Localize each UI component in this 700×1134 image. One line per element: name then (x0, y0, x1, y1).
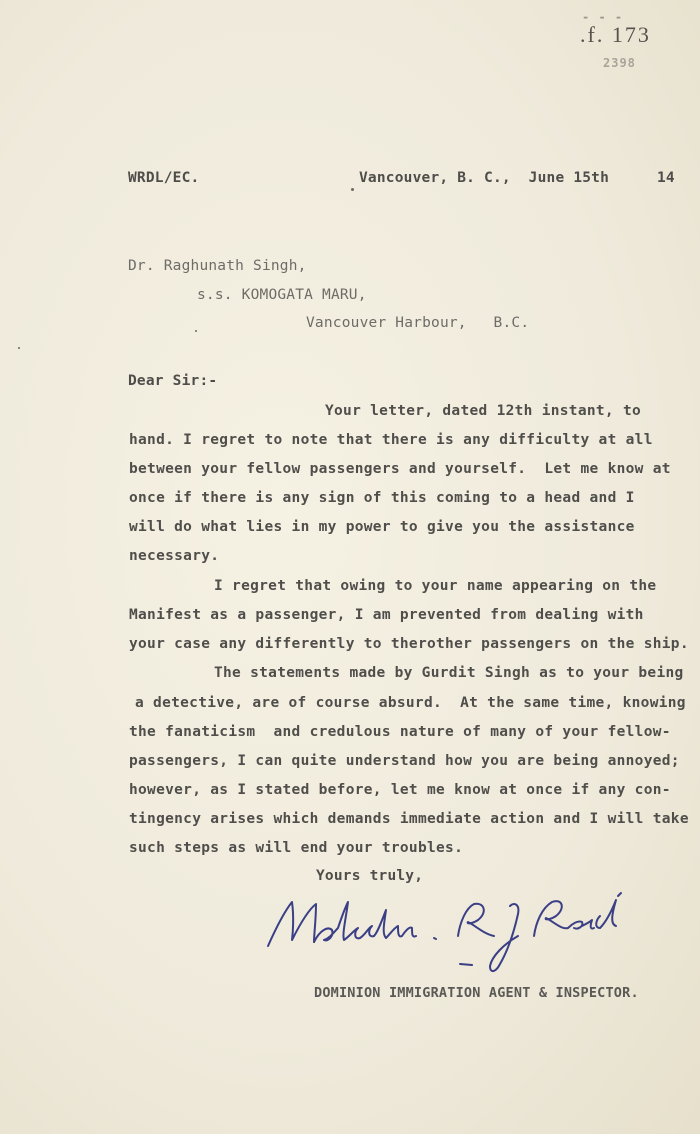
body-line: will do what lies in my power to give you the assistance (129, 519, 635, 535)
body-line: passengers, I can quite understand how you are being annoyed; (129, 753, 680, 769)
body-line: tingency arises which demands immediate action and I will take (129, 811, 689, 827)
ink-dot (195, 330, 197, 332)
addressee-location: Vancouver Harbour, B.C. (306, 315, 530, 331)
archive-dash: - - - (582, 10, 624, 24)
closing: Yours truly, (316, 868, 424, 884)
body-line: necessary. (129, 548, 220, 564)
body-line: hand. I regret to note that there is any difficulty at all (129, 432, 653, 448)
body-line: Manifest as a passenger, I am prevented from dealing with (129, 607, 644, 623)
handwritten-signature (262, 880, 662, 980)
body-line: a detective, are of course absurd. At the same time, knowing (135, 695, 686, 711)
body-line: such steps as will end your troubles. (129, 840, 464, 856)
body-line: The statements made by Gurdit Singh as to your being (214, 665, 684, 681)
ink-dot (351, 188, 354, 191)
addressee-ship: s.s. KOMOGATA MARU, (197, 287, 367, 303)
place-date: Vancouver, B. C., June 15th (359, 170, 610, 186)
signatory-title: DOMINION IMMIGRATION AGENT & INSPECTOR. (314, 985, 639, 1001)
body-line: however, as I stated before, let me know at once if any con- (129, 782, 671, 798)
body-line: between your fellow passengers and yourself. Let me know at (129, 461, 671, 477)
addressee-name: Dr. Raghunath Singh, (128, 258, 307, 274)
ink-dot (18, 347, 20, 349)
archive-stamp: 2398 (603, 56, 636, 70)
body-line: once if there is any sign of this coming to a head and I (129, 490, 635, 506)
body-line: Your letter, dated 12th instant, to (325, 403, 642, 419)
body-line: the fanaticism and credulous nature of many of your fellow- (129, 724, 671, 740)
reference-code: WRDL/EC. (128, 170, 200, 186)
body-line: your case any differently to therother passengers on the ship. (129, 636, 689, 652)
year: 14 (657, 170, 675, 186)
body-line: I regret that owing to your name appearing on the (214, 578, 657, 594)
folio-number: .f. 173 (580, 22, 651, 47)
salutation: Dear Sir:- (128, 373, 218, 389)
